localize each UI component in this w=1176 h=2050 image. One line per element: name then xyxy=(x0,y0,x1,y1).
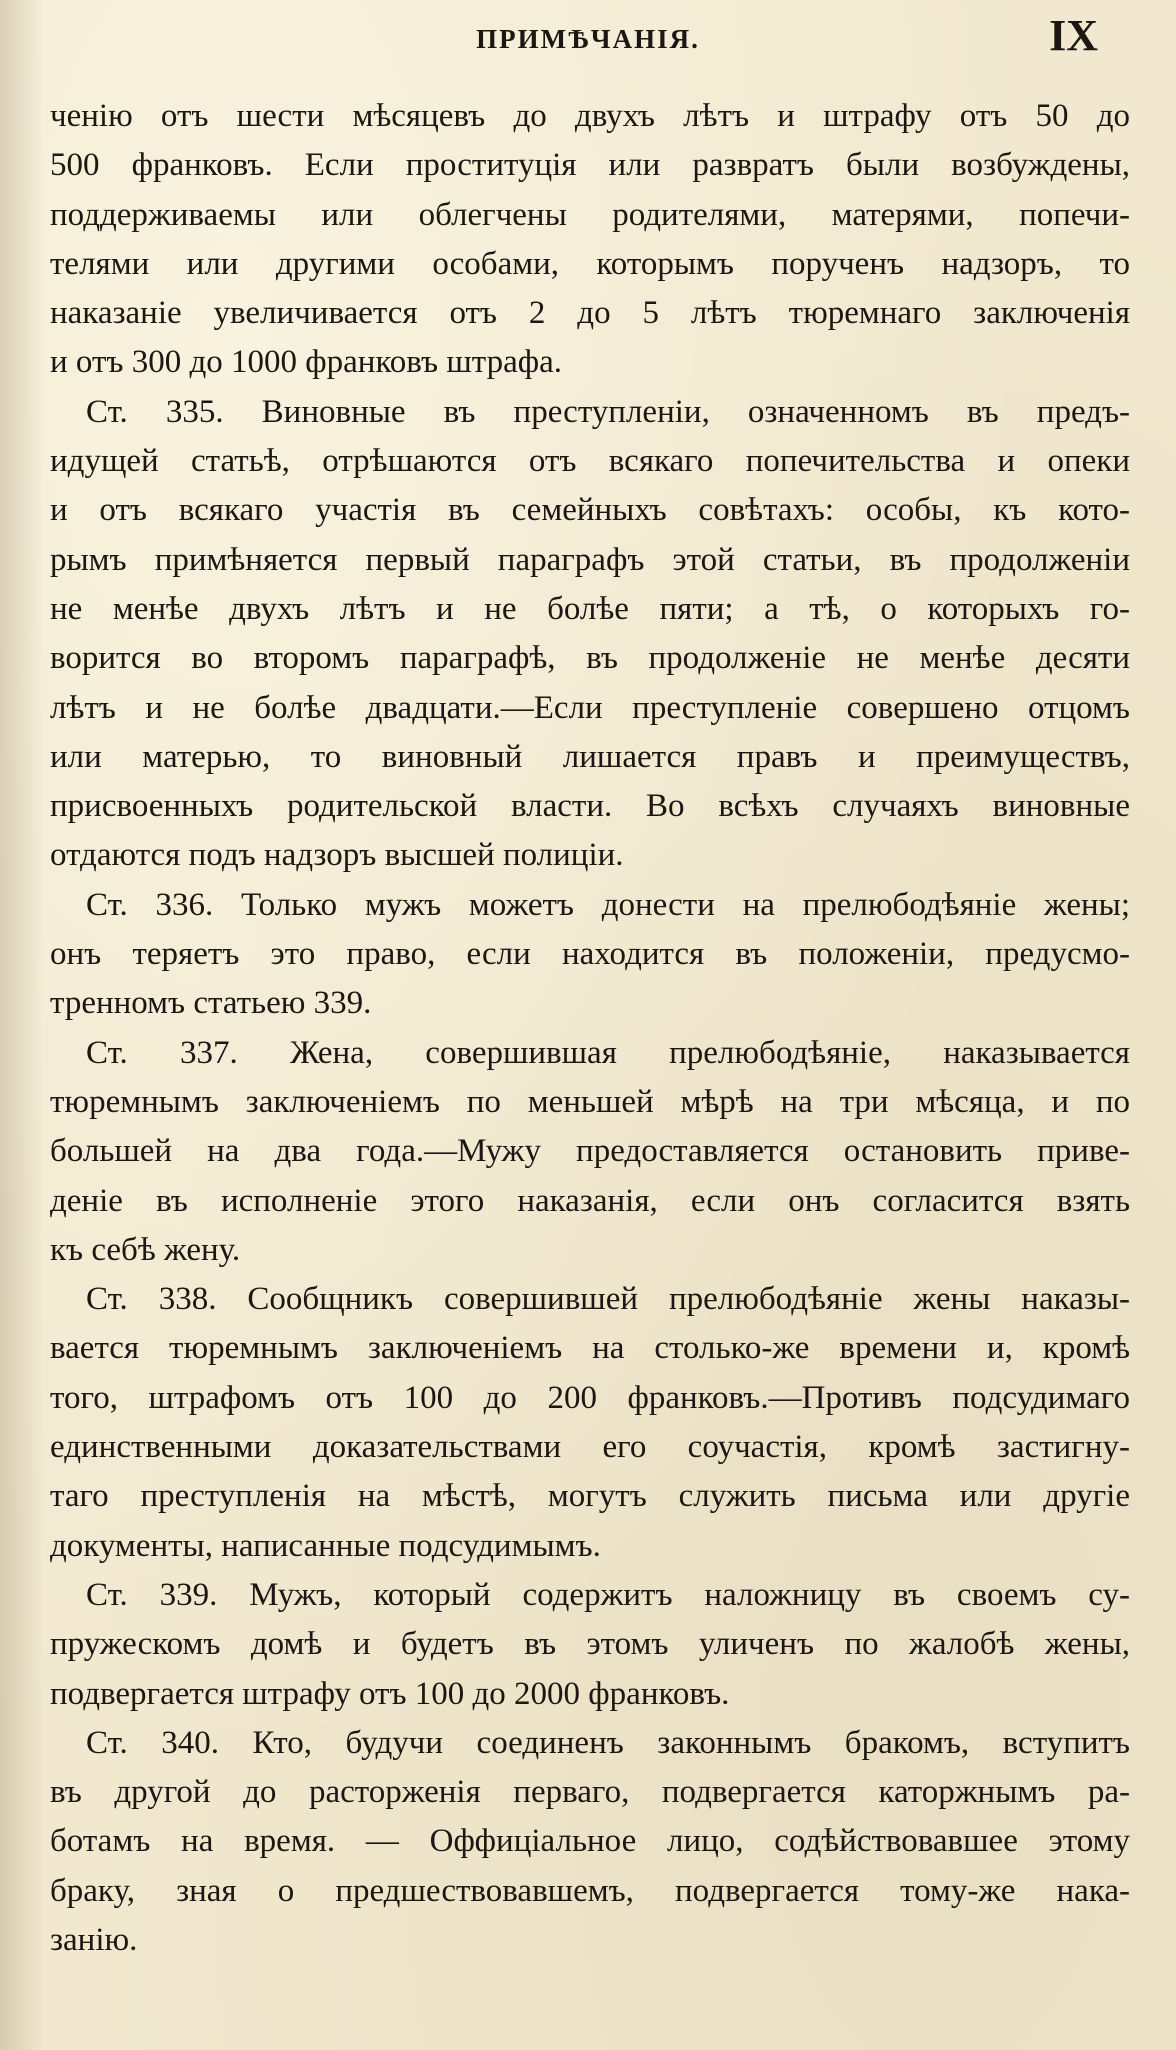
text-line: идущей статьѣ, отрѣшаются отъ всякаго попечительства и опеки xyxy=(50,443,1130,480)
text-line: 500 франковъ. Если проституція или развратъ были возбуждены, xyxy=(50,147,1130,184)
text-line: Ст. 335. Виновные въ преступленіи, означенномъ въ предъ- xyxy=(86,393,1130,430)
text-line: Ст. 340. Кто, будучи соединенъ законнымъ бракомъ, вступитъ xyxy=(86,1724,1130,1761)
text-line: деніе въ исполненіе этого наказанія, если онъ согласится взять xyxy=(50,1182,1130,1219)
running-title: ПРИМѢЧАНІЯ. xyxy=(476,24,700,54)
gutter-shadow xyxy=(0,0,44,2050)
text-line: онъ теряетъ это право, если находится въ положеніи, предусмо- xyxy=(50,936,1130,973)
text-line: того, штрафомъ отъ 100 до 200 франковъ.—Противъ подсудимаго xyxy=(50,1379,1130,1416)
text-line: лѣтъ и не болѣе двадцати.—Если преступленіе совершено отцомъ xyxy=(50,689,1130,726)
page-header xyxy=(0,10,1176,70)
page-number: IX xyxy=(1049,11,1098,60)
text-line: и отъ 300 до 1000 франковъ штрафа. xyxy=(50,344,563,381)
text-line: Ст. 336. Только мужъ можетъ донести на прелюбодѣяніе жены; xyxy=(86,886,1130,923)
text-line: къ себѣ жену. xyxy=(50,1231,241,1268)
text-line: Ст. 337. Жена, совершившая прелюбодѣяніе, наказывается xyxy=(86,1034,1130,1071)
text-line: подвергается штрафу отъ 100 до 2000 франковъ. xyxy=(50,1675,730,1712)
text-line: наказаніе увеличивается отъ 2 до 5 лѣтъ тюремнаго заключенія xyxy=(50,295,1130,332)
body-text xyxy=(50,92,1130,1965)
text-line: занію. xyxy=(50,1921,138,1958)
text-line: ченію отъ шести мѣсяцевъ до двухъ лѣтъ и штрафу отъ 50 до xyxy=(50,98,1130,134)
text-line: большей на два года.—Мужу предоставляется остановить приве- xyxy=(50,1133,1130,1170)
text-line: или матерью, то виновный лишается правъ и преимуществъ, xyxy=(50,738,1130,775)
text-line: таго преступленія на мѣстѣ, могутъ служить письма или другіе xyxy=(50,1478,1130,1515)
text-line: поддерживаемы или облегчены родителями, матерями, попечи- xyxy=(50,196,1130,233)
text-line: отдаются подъ надзоръ высшей полиціи. xyxy=(50,837,624,874)
text-line: ворится во второмъ параграфѣ, въ продолженіе не менѣе десяти xyxy=(50,640,1130,677)
text-line: тренномъ статьею 339. xyxy=(50,985,372,1022)
text-line: Ст. 338. Сообщникъ совершившей прелюбодѣяніе жены наказы- xyxy=(86,1281,1130,1318)
text-line: тюремнымъ заключеніемъ по меньшей мѣрѣ на три мѣсяца, и по xyxy=(50,1083,1130,1120)
text-line: телями или другими особами, которымъ порученъ надзоръ, то xyxy=(50,245,1130,282)
text-line: присвоенныхъ родительской власти. Во всѣхъ случаяхъ виновные xyxy=(50,788,1130,825)
text-line: пружескомъ домѣ и будетъ въ этомъ уличенъ по жалобѣ жены, xyxy=(50,1626,1130,1663)
text-line: ботамъ на время. — Оффиціальное лицо, содѣйствовавшее этому xyxy=(50,1823,1130,1860)
text-line: вается тюремнымъ заключеніемъ на столько-же времени и, кромѣ xyxy=(50,1330,1130,1367)
text-line: документы, написанные подсудимымъ. xyxy=(50,1527,601,1564)
text-line: рымъ примѣняется первый параграфъ этой статьи, въ продолженіи xyxy=(50,541,1130,578)
text-line: и отъ всякаго участія въ семейныхъ совѣтахъ: особы, къ кото- xyxy=(50,492,1130,529)
text-line: браку, зная о предшествовавшемъ, подвергается тому-же нака- xyxy=(50,1872,1130,1909)
text-line: не менѣе двухъ лѣтъ и не болѣе пяти; а тѣ, о которыхъ го- xyxy=(50,590,1130,627)
text-line: единственными доказательствами его соучастія, кромѣ застигну- xyxy=(50,1429,1130,1466)
text-line: Ст. 339. Мужъ, который содержитъ наложницу въ своемъ су- xyxy=(86,1576,1130,1613)
text-line: въ другой до расторженія перваго, подвергается каторжнымъ ра- xyxy=(50,1774,1130,1811)
